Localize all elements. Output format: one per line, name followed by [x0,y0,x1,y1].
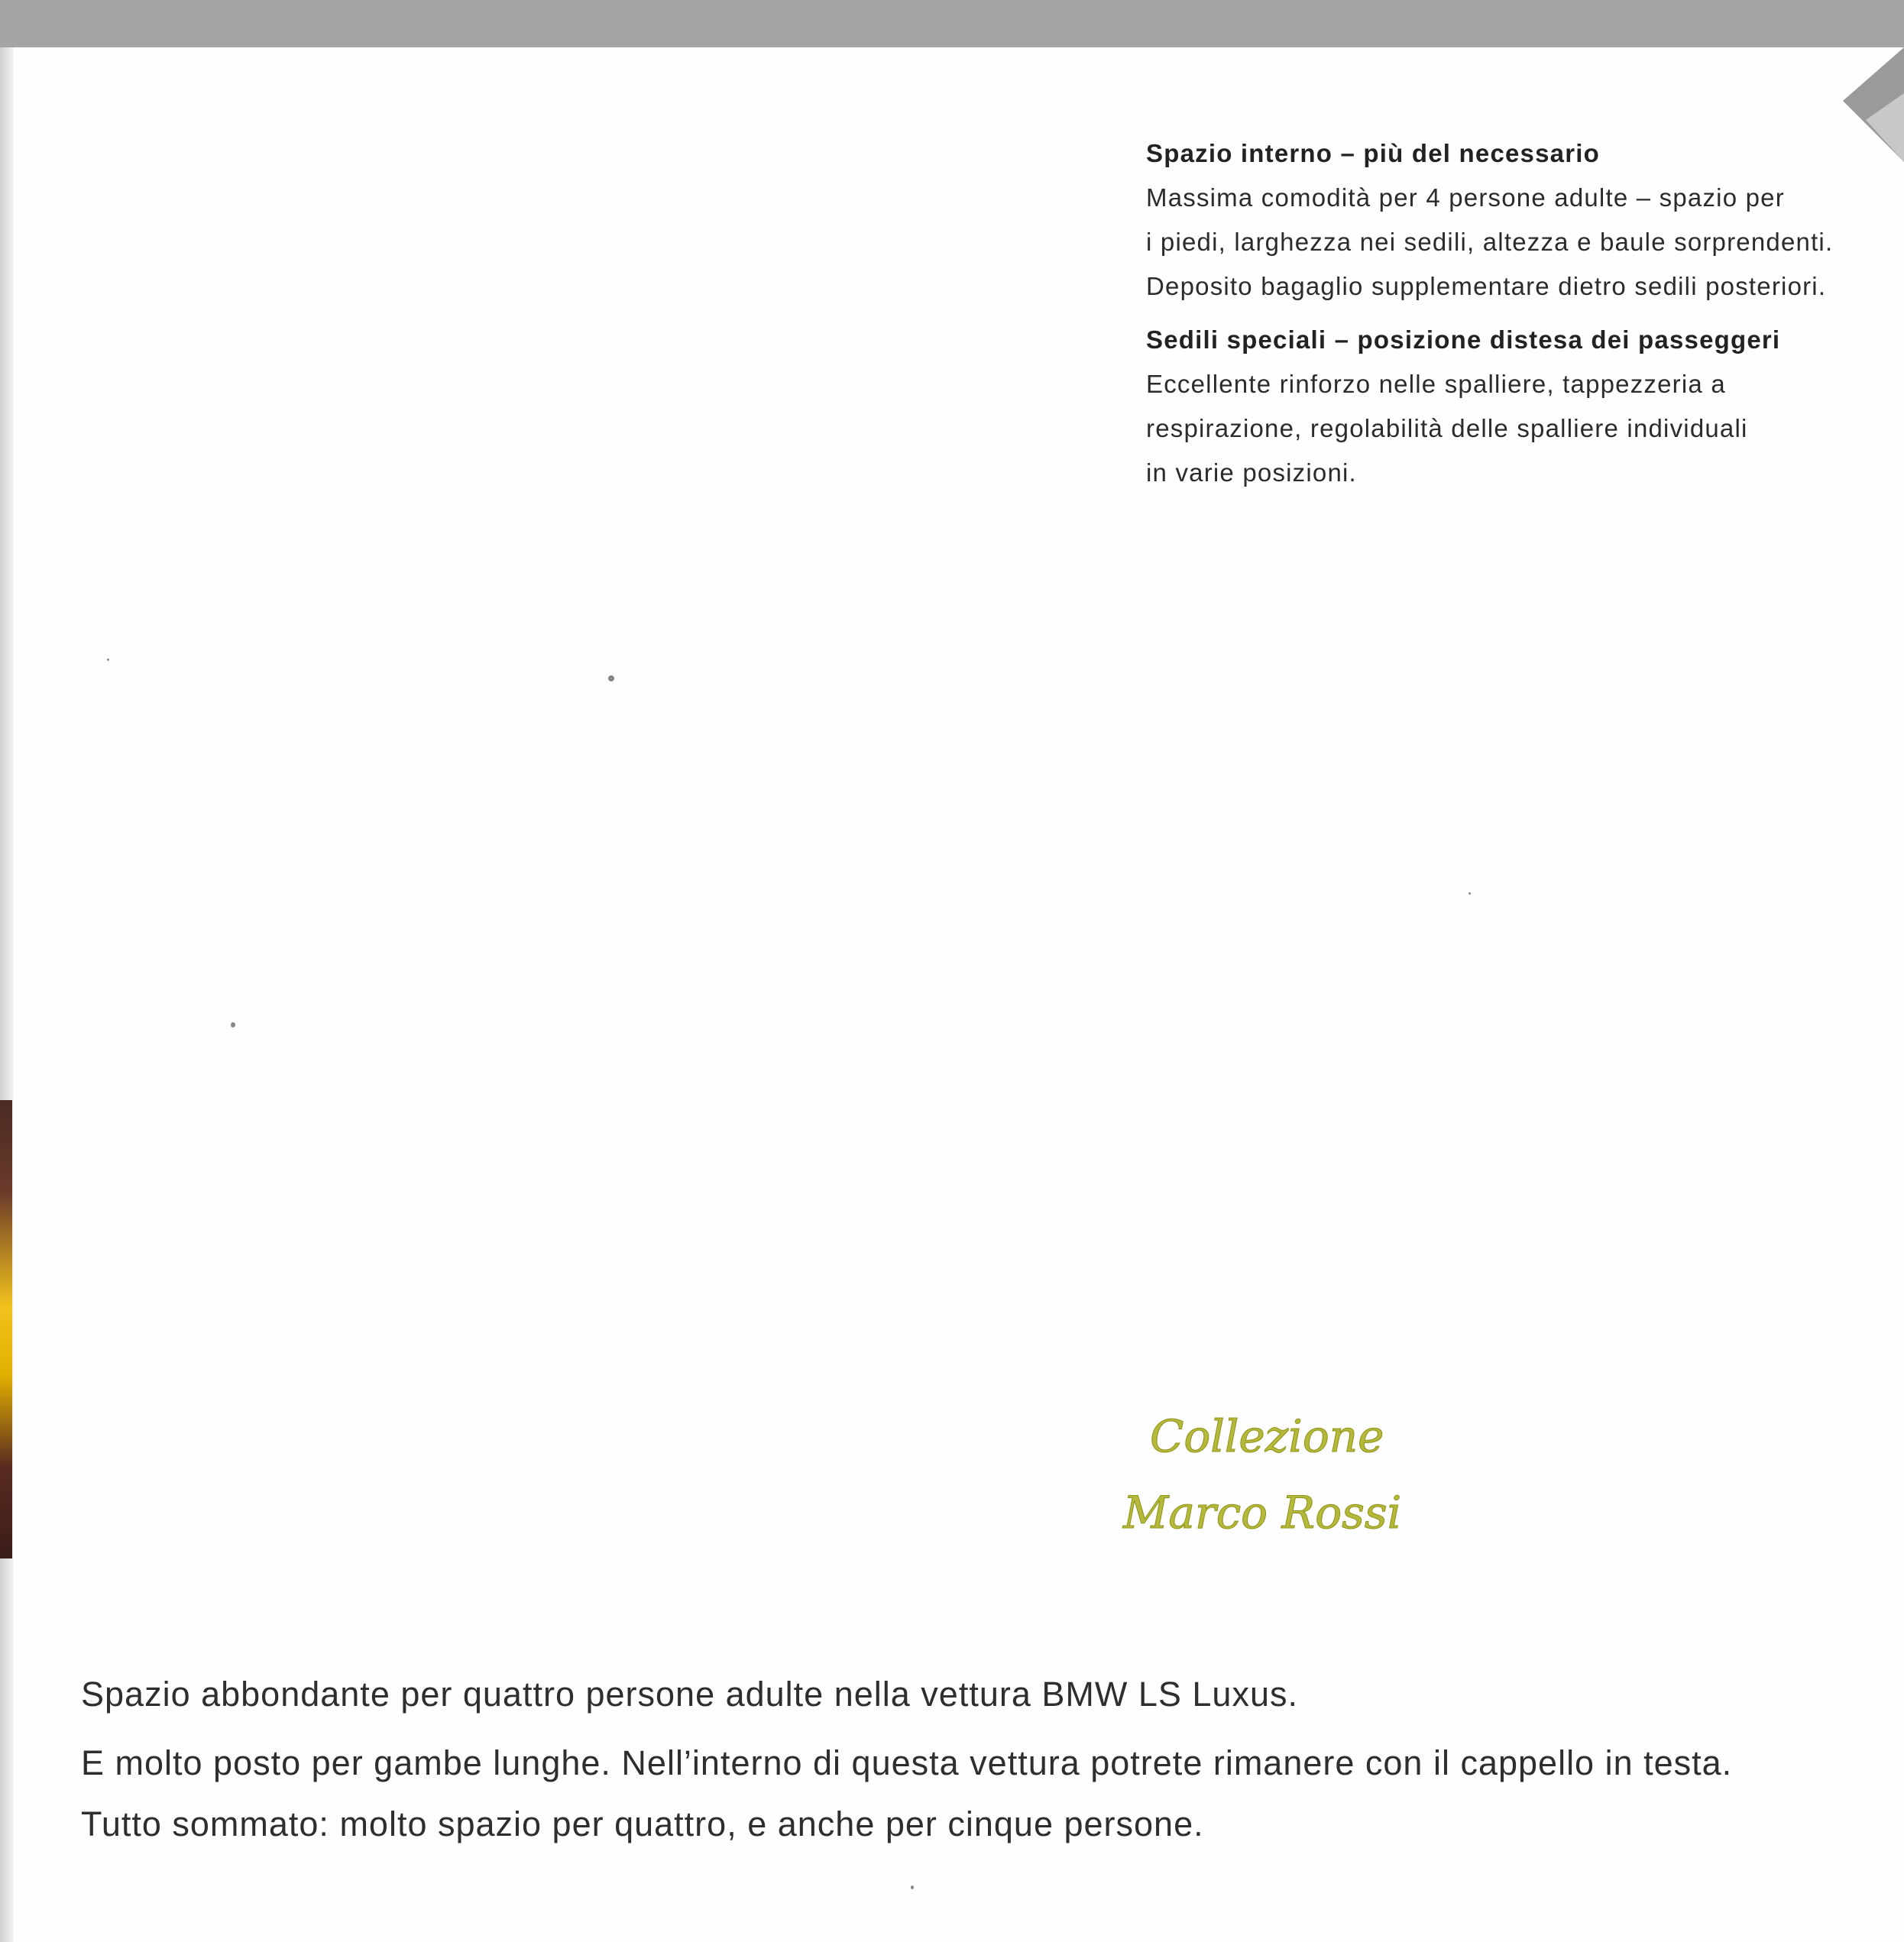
body-text-line: E molto posto per gambe lunghe. Nell’interno di questa vettura potrete rimanere con il cappello in testa. [81,1743,1733,1782]
feature-heading-special-seats: Sedili speciali – posizione distesa dei passeggeri [1146,325,1781,354]
adjacent-photo-strip [0,1100,12,1558]
feature-text-line: i piedi, larghezza nei sedili, altezza e baule sorprendenti. [1146,228,1834,256]
body-text-block [81,1664,1899,1855]
features-text-block [1146,131,1902,495]
watermark-line-collezione: Collezione [1150,1410,1384,1462]
feature-text-line: respirazione, regolabilità delle spalliere individuali [1146,414,1748,442]
body-text-line: Tutto sommato: molto spazio per quattro, e anche per cinque persone. [81,1804,1204,1843]
feature-text-line: in varie posizioni. [1146,458,1357,487]
body-text-line: Spazio abbondante per quattro persone adulte nella vettura BMW LS Luxus. [81,1675,1298,1714]
feature-text-line: Deposito bagaglio supplementare dietro sedili posteriori. [1146,272,1827,300]
paper-speck [911,1885,914,1889]
page-left-edge [0,47,14,1942]
paper-speck [1468,892,1471,895]
paper-speck [231,1022,235,1028]
paper-speck [608,675,614,681]
feature-heading-interior-space: Spazio interno – più del necessario [1146,139,1600,167]
feature-text-line: Massima comodità per 4 persone adulte – spazio per [1146,183,1785,212]
collection-watermark [1116,1406,1436,1558]
watermark-line-owner: Marco Rossi [1123,1487,1402,1539]
scan-background-top [0,0,1904,47]
feature-text-line: Eccellente rinforzo nelle spalliere, tappezzeria a [1146,370,1726,398]
paper-speck [107,659,109,661]
